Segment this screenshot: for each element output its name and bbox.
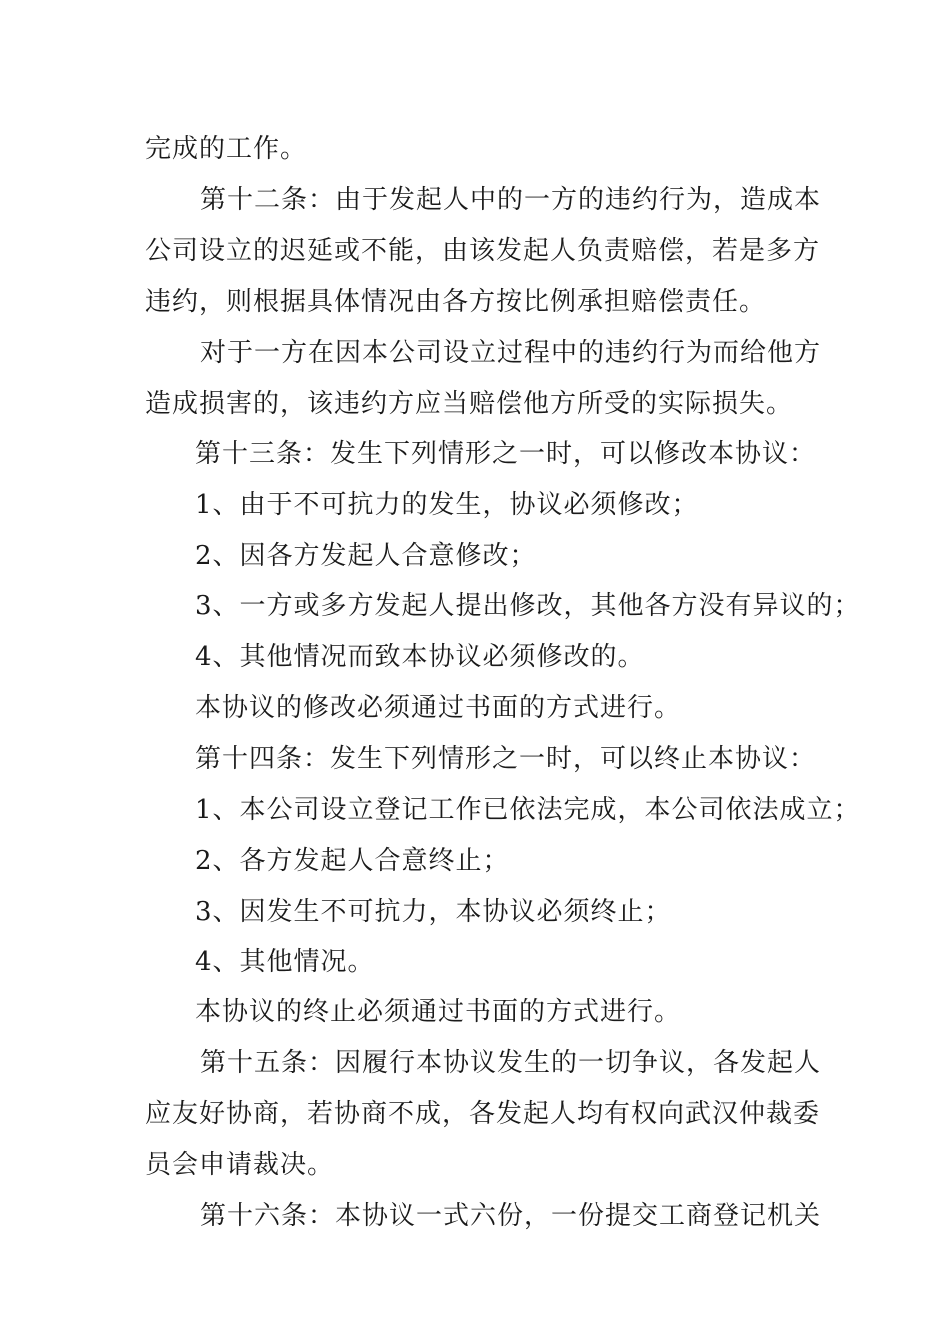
list-item: 2、各方发起人合意终止； bbox=[195, 846, 510, 876]
text-line: 员会申请裁决。 bbox=[145, 1150, 335, 1180]
list-item: 3、因发生不可抗力，本协议必须终止； bbox=[195, 897, 672, 927]
text-line: 完成的工作。 bbox=[145, 134, 308, 164]
list-item: 1、由于不可抗力的发生，协议必须修改； bbox=[195, 490, 699, 520]
text-line: 违约，则根据具体情况由各方按比例承担赔偿责任。 bbox=[145, 287, 767, 317]
text-line: 本协议的修改必须通过书面的方式进行。 bbox=[195, 693, 682, 723]
article-14-heading: 第十四条：发生下列情形之一时，可以终止本协议： bbox=[195, 744, 817, 774]
list-item: 4、其他情况而致本协议必须修改的。 bbox=[195, 642, 645, 672]
article-12-heading: 第十二条：由于发起人中的一方的违约行为，造成本 bbox=[200, 185, 822, 215]
list-item: 2、因各方发起人合意修改； bbox=[195, 541, 537, 571]
text-line: 公司设立的迟延或不能，由该发起人负责赔偿，若是多方 bbox=[145, 236, 821, 266]
list-item: 3、一方或多方发起人提出修改，其他各方没有异议的； bbox=[195, 591, 861, 621]
article-16-heading: 第十六条：本协议一式六份，一份提交工商登记机关 bbox=[200, 1201, 822, 1231]
list-item: 4、其他情况。 bbox=[195, 947, 375, 977]
list-item: 1、本公司设立登记工作已依法完成，本公司依法成立； bbox=[195, 795, 861, 825]
text-line: 本协议的终止必须通过书面的方式进行。 bbox=[195, 997, 682, 1027]
paragraph-start: 对于一方在因本公司设立过程中的违约行为而给他方 bbox=[200, 338, 822, 368]
article-15-heading: 第十五条：因履行本协议发生的一切争议，各发起人 bbox=[200, 1048, 822, 1078]
article-13-heading: 第十三条：发生下列情形之一时，可以修改本协议： bbox=[195, 439, 817, 469]
text-line: 应友好协商，若协商不成，各发起人均有权向武汉仲裁委 bbox=[145, 1099, 821, 1129]
text-line: 造成损害的，该违约方应当赔偿他方所受的实际损失。 bbox=[145, 389, 794, 419]
